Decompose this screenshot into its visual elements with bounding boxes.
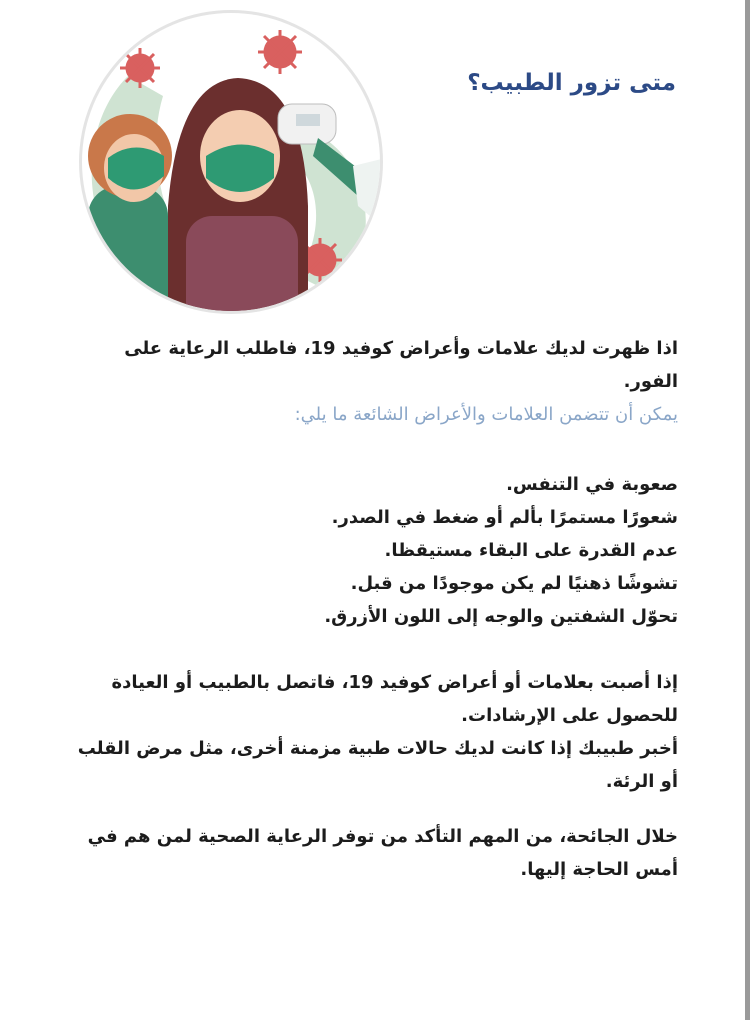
symptom-item: شعورًا مستمرًا بألم أو ضغط في الصدر.: [331, 507, 678, 528]
virus-icon: [258, 30, 302, 74]
symptoms-subheading: يمكن أن تتضمن العلامات والأعراض الشائعة ما يلي:: [294, 404, 678, 425]
boy-figure: [88, 114, 172, 318]
spacer: [70, 633, 678, 666]
boy-shirt: [88, 186, 168, 318]
mask-icon: [206, 144, 274, 192]
page-title: متى تزور الطبيب؟: [467, 70, 676, 96]
contact-advice: إذا أصبت بعلامات أو أعراض كوفيد 19، فاتصل بالطبيب أو العيادة للحصول على الإرشادات.: [111, 672, 678, 726]
doctor-visit-illustration: [68, 6, 394, 318]
symptom-item: عدم القدرة على البقاء مستيقظا.: [384, 540, 678, 561]
article-body: [70, 332, 678, 886]
chronic-advice: أخبر طبيبك إذا كانت لديك حالات طبية مزمنة أخرى، مثل مرض القلب أو الرئة.: [77, 738, 678, 792]
page-edge: [745, 0, 750, 1020]
spacer: [70, 431, 678, 468]
symptom-item: صعوبة في التنفس.: [506, 474, 678, 495]
symptom-item: تحوّل الشفتين والوجه إلى اللون الأزرق.: [324, 606, 678, 627]
closing-text: خلال الجائحة، من المهم التأكد من توفر الرعاية الصحية لمن هم في أمس الحاجة إليها.: [87, 826, 678, 880]
thermometer-display: [296, 114, 320, 126]
spacer: [70, 798, 678, 820]
intro-text: اذا ظهرت لديك علامات وأعراض كوفيد 19، فاطلب الرعاية على الفور.: [124, 338, 678, 392]
symptom-item: تشوشًا ذهنيًا لم يكن موجودًا من قبل.: [350, 573, 678, 594]
